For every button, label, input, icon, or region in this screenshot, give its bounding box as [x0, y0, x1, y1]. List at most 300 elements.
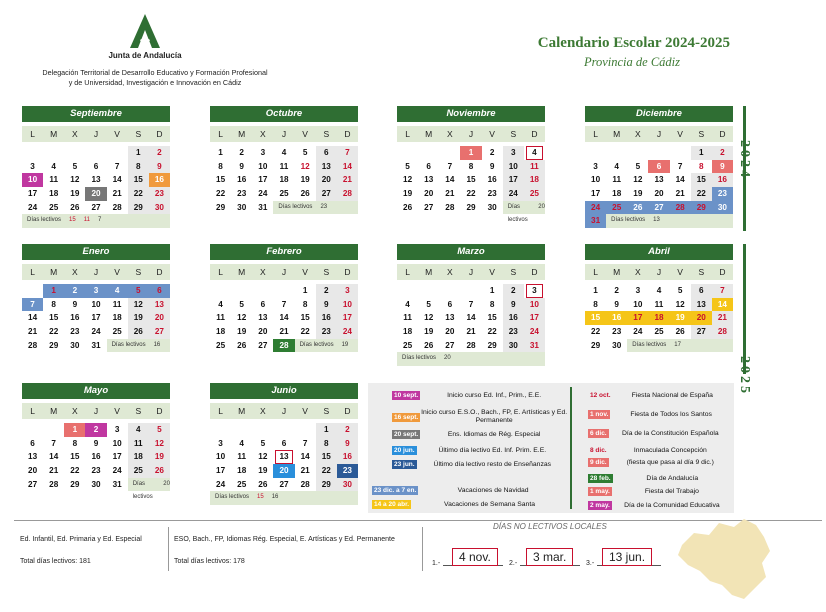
day-cell: 3 — [85, 284, 106, 298]
day-cell: 23 — [70, 327, 80, 337]
day-cell: 1 — [691, 146, 712, 160]
day-cell: 3 — [30, 161, 35, 171]
day-cell: 1 — [593, 286, 598, 295]
day-cell: 30 — [70, 340, 80, 350]
day-cell: 4 — [405, 299, 410, 309]
day-cell: 13 — [91, 175, 101, 185]
month-title: Enero — [22, 244, 170, 260]
day-cell: 20 — [149, 311, 170, 325]
weekday-label: L — [593, 267, 598, 277]
day-cell: 29 — [49, 340, 59, 350]
weekday-label: L — [405, 267, 410, 277]
dias-lectivos-value: 17 — [674, 341, 681, 348]
empty-cell — [273, 284, 294, 298]
legend-desc: Inicio curso E.S.O., Bach., FP, E. Artísticas y Ed. Permanente — [421, 409, 568, 424]
no-lectivos-title: DÍAS NO LECTIVOS LOCALES — [493, 522, 607, 531]
empty-cell — [606, 146, 627, 160]
empty-cell — [22, 146, 43, 160]
weekday-label: J — [93, 129, 99, 139]
day-cell: 2 — [489, 148, 495, 157]
empty-cell — [210, 284, 231, 298]
empty-cell — [585, 146, 606, 160]
weekday-label: L — [593, 129, 598, 139]
legend-tag: 16 sept. — [394, 413, 419, 421]
weekday-label: M — [50, 129, 58, 139]
legend-tag: 6 dic. — [590, 430, 607, 437]
day-cell: 17 — [258, 175, 268, 185]
day-cell: 30 — [487, 202, 497, 212]
weekday-label: X — [447, 129, 453, 139]
day-cell: 23 — [91, 466, 101, 476]
day-cell: 23 — [237, 189, 247, 199]
day-cell: 30 — [503, 339, 524, 353]
day-cell: 3 — [114, 425, 120, 434]
weekday-label: J — [656, 267, 662, 277]
dias-lectivos-label: Días lectivos — [632, 341, 667, 348]
day-cell: 10 — [591, 175, 601, 185]
day-cell: 5 — [260, 438, 266, 448]
legend-desc: Fiesta de Todos los Santos — [630, 410, 712, 418]
day-cell: 20 — [258, 327, 268, 337]
day-cell: 7 — [468, 299, 474, 309]
legend-item-left — [372, 500, 568, 509]
weekday-label: L — [30, 267, 35, 277]
day-cell: 16 — [91, 452, 101, 462]
legend-tag: 14 a 20 abr. — [374, 501, 410, 508]
day-cell: 15 — [585, 311, 606, 325]
weekday-label: M — [425, 129, 433, 139]
day-cell: 4 — [51, 161, 56, 171]
weekday-label: S — [323, 406, 330, 416]
dias-lectivos-value: 19 — [341, 341, 349, 348]
day-cell: 1 — [302, 286, 308, 295]
day-cell: 22 — [128, 187, 149, 201]
day-cell: 4 — [656, 286, 662, 295]
weekday-label: S — [510, 267, 517, 277]
day-cell: 20 — [424, 189, 434, 199]
day-cell: 21 — [466, 327, 476, 337]
day-cell: 16 — [503, 311, 524, 325]
day-cell: 7 — [712, 284, 733, 298]
weekday-header — [22, 126, 170, 142]
empty-cell — [22, 284, 43, 298]
weekday-header — [210, 264, 358, 280]
day-cell: 26 — [237, 340, 247, 350]
empty-cell — [252, 423, 273, 437]
day-cell: 13 — [445, 313, 455, 323]
day-cell: 6 — [316, 146, 337, 160]
day-cell: 2 — [149, 146, 170, 160]
day-cell: 9 — [337, 437, 358, 451]
day-cell: 14 — [337, 160, 358, 174]
bottom-separator-1 — [168, 527, 169, 571]
day-cell: 19 — [670, 311, 691, 325]
month-title: Octubre — [210, 106, 358, 122]
day-cell: 14 — [300, 452, 310, 462]
no-lectivo-num-3: 3.- — [586, 560, 595, 567]
dias-lectivos-value: 20 — [444, 355, 451, 362]
day-cell: 23 — [337, 464, 358, 478]
day-cell: 13 — [28, 452, 38, 462]
weekday-label: X — [635, 129, 641, 139]
weekday-header — [585, 264, 733, 280]
day-cell: 21 — [712, 311, 733, 325]
day-cell: 29 — [70, 479, 80, 489]
day-grid — [397, 284, 545, 366]
day-cell: 18 — [612, 189, 622, 199]
day-cell: 29 — [128, 201, 149, 215]
day-cell: 11 — [612, 175, 622, 185]
legend-item-left — [372, 486, 568, 495]
weekday-header — [397, 126, 545, 142]
day-cell: 4 — [526, 146, 543, 160]
day-cell: 18 — [112, 313, 122, 323]
day-cell: 3 — [526, 284, 543, 298]
day-cell: 16 — [149, 173, 170, 187]
day-cell: 15 — [128, 173, 149, 187]
day-cell: 3 — [503, 146, 524, 160]
weekday-label: X — [260, 406, 266, 416]
day-cell: 8 — [51, 299, 56, 309]
day-cell: 22 — [49, 327, 59, 337]
month-title: Abril — [585, 244, 733, 260]
dias-lectivos-value: 16 — [153, 341, 161, 348]
empty-cell — [231, 423, 252, 437]
day-cell: 22 — [70, 466, 80, 476]
dias-lectivos-row — [627, 339, 733, 353]
month-junio — [210, 383, 358, 505]
weekday-label: D — [344, 267, 351, 277]
day-grid — [210, 146, 358, 214]
day-cell: 15 — [316, 450, 337, 464]
weekday-header — [210, 126, 358, 142]
day-cell: 6 — [30, 438, 35, 448]
legend-tag: 1 may. — [590, 488, 610, 495]
dias-lectivos-label: Días lectivos — [402, 355, 437, 362]
day-cell: 20 — [654, 189, 664, 199]
weekday-label: M — [238, 406, 246, 416]
legend-tag: 12 oct. — [590, 392, 611, 399]
day-cell: 22 — [691, 187, 712, 201]
day-cell: 28 — [466, 340, 476, 350]
day-cell: 29 — [487, 340, 497, 350]
day-cell: 16 — [70, 313, 80, 323]
day-cell: 15 — [466, 175, 476, 185]
day-cell: 4 — [218, 299, 223, 309]
day-cell: 16 — [606, 311, 627, 325]
day-cell: 8 — [593, 299, 598, 309]
day-cell: 19 — [258, 466, 268, 476]
day-cell: 9 — [614, 299, 619, 309]
day-cell: 7 — [114, 161, 120, 171]
month-enero — [22, 244, 170, 352]
day-cell: 29 — [691, 201, 712, 215]
day-cell: 28 — [445, 202, 455, 212]
day-cell: 29 — [316, 478, 337, 492]
day-cell: 9 — [93, 438, 99, 448]
day-cell: 8 — [698, 161, 704, 171]
day-cell: 13 — [654, 175, 664, 185]
day-cell: 24 — [112, 466, 122, 476]
day-cell: 21 — [49, 466, 59, 476]
day-cell: 25 — [279, 189, 289, 199]
empty-cell — [418, 284, 439, 298]
weekday-label: D — [719, 129, 726, 139]
legend-item-right — [588, 446, 732, 455]
day-cell: 21 — [112, 189, 122, 199]
bottom-separator-2 — [422, 527, 423, 571]
day-cell: 16 — [237, 175, 247, 185]
legend-item-left — [372, 391, 568, 400]
day-cell: 24 — [337, 325, 358, 339]
weekday-label: M — [50, 267, 58, 277]
day-cell: 22 — [487, 327, 497, 337]
dias-lectivos-value: 13 — [653, 217, 660, 224]
legend-tag: 23 dic. a 7 en. — [374, 487, 417, 494]
month-diciembre — [585, 106, 733, 228]
no-lectivo-num-2: 2.- — [509, 560, 518, 567]
legend-tag: 10 sept. — [394, 392, 419, 399]
weekday-header — [210, 403, 358, 419]
day-cell: 13 — [275, 450, 292, 464]
day-cell: 26 — [128, 325, 149, 339]
day-cell: 21 — [28, 327, 38, 337]
day-cell: 8 — [128, 160, 149, 174]
day-cell: 18 — [403, 327, 413, 337]
day-cell: 11 — [524, 160, 545, 174]
day-cell: 22 — [591, 327, 601, 337]
month-febrero — [210, 244, 358, 352]
dias-lectivos-label: Días lectivos — [611, 217, 646, 224]
dias-lectivos-value: 11 — [83, 217, 90, 224]
day-cell: 17 — [216, 466, 226, 476]
weekday-label: D — [719, 267, 726, 277]
weekday-label: J — [93, 406, 99, 416]
legend-desc: Ens. Idiomas de Rég. Especial — [447, 430, 541, 438]
legend-desc: Inmaculada Concepción — [633, 446, 707, 454]
day-cell: 17 — [112, 452, 122, 462]
day-cell: 15 — [216, 175, 226, 185]
day-cell: 10 — [258, 161, 268, 171]
empty-cell — [107, 146, 128, 160]
legend-item-right — [588, 501, 732, 510]
day-cell: 18 — [216, 327, 226, 337]
day-cell: 24 — [585, 201, 606, 215]
weekday-label: X — [72, 267, 78, 277]
no-lectivo-date-1: 4 nov. — [452, 548, 498, 566]
day-cell: 25 — [216, 340, 226, 350]
day-cell: 24 — [524, 325, 545, 339]
day-cell: 31 — [91, 340, 101, 350]
day-cell: 20 — [691, 311, 712, 325]
weekday-label: V — [114, 267, 120, 277]
day-cell: 19 — [424, 327, 434, 337]
day-grid — [22, 284, 170, 352]
weekday-label: X — [260, 129, 266, 139]
day-cell: 11 — [128, 437, 149, 451]
dias-lectivos-value: 16 — [271, 494, 279, 501]
day-cell: 15 — [487, 313, 497, 323]
legend-desc: Último día lectivo resto de Enseñanzas — [433, 460, 552, 468]
day-cell: 1 — [64, 423, 85, 437]
day-cell: 14 — [712, 298, 733, 312]
day-cell: 1 — [460, 146, 481, 160]
day-grid — [210, 284, 358, 352]
day-cell: 9 — [149, 160, 170, 174]
day-cell: 12 — [675, 299, 685, 309]
day-cell: 25 — [112, 327, 122, 337]
day-cell: 27 — [28, 479, 38, 489]
weekday-label: M — [613, 129, 621, 139]
weekday-label: J — [281, 129, 287, 139]
empty-cell — [460, 284, 481, 298]
day-cell: 18 — [648, 311, 669, 325]
day-cell: 6 — [691, 284, 712, 298]
day-cell: 14 — [445, 175, 455, 185]
dias-lectivos-label: Días lectivos — [27, 217, 62, 224]
day-cell: 9 — [489, 161, 495, 171]
weekday-header — [22, 264, 170, 280]
day-cell: 25 — [654, 327, 664, 337]
empty-cell — [670, 146, 691, 160]
weekday-label: D — [344, 129, 351, 139]
day-cell: 9 — [239, 161, 244, 171]
day-cell: 7 — [447, 161, 453, 171]
day-cell: 12 — [424, 313, 434, 323]
day-cell: 21 — [279, 327, 289, 337]
day-cell: 13 — [424, 175, 434, 185]
day-cell: 18 — [128, 450, 149, 464]
day-cell: 8 — [218, 161, 223, 171]
day-cell: 12 — [300, 161, 310, 171]
month-octubre — [210, 106, 358, 214]
day-cell: 17 — [28, 189, 38, 199]
day-cell: 5 — [677, 286, 683, 295]
day-cell: 3 — [635, 286, 641, 295]
day-cell: 5 — [149, 423, 170, 437]
day-cell: 21 — [337, 173, 358, 187]
day-cell: 5 — [426, 299, 431, 309]
weekday-label: S — [135, 129, 142, 139]
day-cell: 18 — [524, 173, 545, 187]
day-grid — [210, 423, 358, 505]
weekday-label: L — [218, 406, 223, 416]
month-title: Junio — [210, 383, 358, 399]
weekday-label: S — [135, 406, 142, 416]
day-cell: 15 — [49, 313, 59, 323]
weekday-label: L — [30, 406, 35, 416]
legend-item-right — [588, 410, 732, 419]
dias-lectivos-row — [22, 214, 170, 228]
day-cell: 25 — [49, 202, 59, 212]
day-cell: 8 — [468, 161, 474, 171]
dias-lectivos-row — [295, 339, 358, 353]
legend-item-right — [588, 429, 732, 438]
day-cell: 12 — [149, 437, 170, 451]
year-bar-2025 — [743, 244, 746, 374]
dias-lectivos-value: 20 — [163, 480, 170, 487]
legend-item-right — [588, 458, 732, 467]
weekday-label: D — [156, 129, 163, 139]
day-cell: 3 — [593, 161, 598, 171]
day-cell: 11 — [279, 161, 289, 171]
day-cell: 15 — [691, 173, 712, 187]
day-cell: 8 — [72, 438, 78, 448]
day-cell: 7 — [302, 438, 308, 448]
day-cell: 31 — [258, 202, 268, 212]
day-cell: 19 — [149, 450, 170, 464]
day-cell: 7 — [337, 146, 358, 160]
weekday-label: V — [677, 267, 683, 277]
page-title: Calendario Escolar 2024-2025 — [537, 35, 730, 51]
weekday-label: M — [238, 267, 246, 277]
day-cell: 5 — [239, 299, 244, 309]
weekday-label: D — [344, 406, 351, 416]
dias-lectivos-value: 20 — [538, 203, 545, 210]
day-cell: 21 — [445, 189, 455, 199]
day-cell: 23 — [503, 325, 524, 339]
legend-tag: 20 jun. — [394, 447, 415, 454]
dias-lectivos-row — [107, 339, 170, 353]
dias-lectivos-row — [503, 201, 545, 224]
day-cell: 28 — [112, 202, 122, 212]
month-marzo — [397, 244, 545, 366]
day-cell: 30 — [149, 201, 170, 215]
weekday-label: D — [531, 129, 538, 139]
day-cell: 12 — [237, 313, 247, 323]
day-grid — [585, 284, 733, 352]
weekday-label: M — [238, 129, 246, 139]
day-cell: 26 — [70, 202, 80, 212]
day-cell: 19 — [237, 327, 247, 337]
day-cell: 10 — [22, 173, 43, 187]
day-cell: 13 — [258, 313, 268, 323]
day-cell: 23 — [316, 325, 337, 339]
day-cell: 28 — [712, 325, 733, 339]
day-cell: 5 — [72, 161, 78, 171]
day-cell: 11 — [112, 299, 122, 309]
day-cell: 1 — [43, 284, 64, 298]
day-cell: 30 — [712, 201, 733, 215]
empty-cell — [85, 146, 106, 160]
legend-item-left — [372, 446, 568, 455]
weekday-label: D — [156, 267, 163, 277]
legend-desc: Vacaciones de Navidad — [457, 486, 529, 494]
year-label-2025: 2025 — [737, 356, 752, 396]
legend-tag: 8 dic. — [590, 447, 607, 454]
legend-item-left — [372, 430, 568, 439]
empty-cell — [397, 284, 418, 298]
day-cell: 26 — [300, 189, 310, 199]
col2-title: ESO, Bach., FP, Idiomas Rég. Especial, E. Artísticas y Ed. Permanente — [174, 536, 395, 543]
day-cell: 10 — [633, 299, 643, 309]
day-cell: 4 — [239, 438, 244, 448]
day-cell: 16 — [712, 173, 733, 187]
day-cell: 28 — [670, 201, 691, 215]
day-cell: 2 — [712, 146, 733, 160]
day-cell: 30 — [237, 202, 247, 212]
legend-item-right — [588, 391, 732, 400]
day-cell: 19 — [70, 189, 80, 199]
day-cell: 5 — [128, 284, 149, 298]
day-cell: 26 — [403, 202, 413, 212]
day-cell: 9 — [72, 299, 78, 309]
dias-lectivos-row — [397, 352, 545, 366]
day-cell: 14 — [675, 175, 685, 185]
day-cell: 22 — [316, 464, 337, 478]
day-cell: 17 — [524, 311, 545, 325]
day-cell: 6 — [260, 299, 266, 309]
